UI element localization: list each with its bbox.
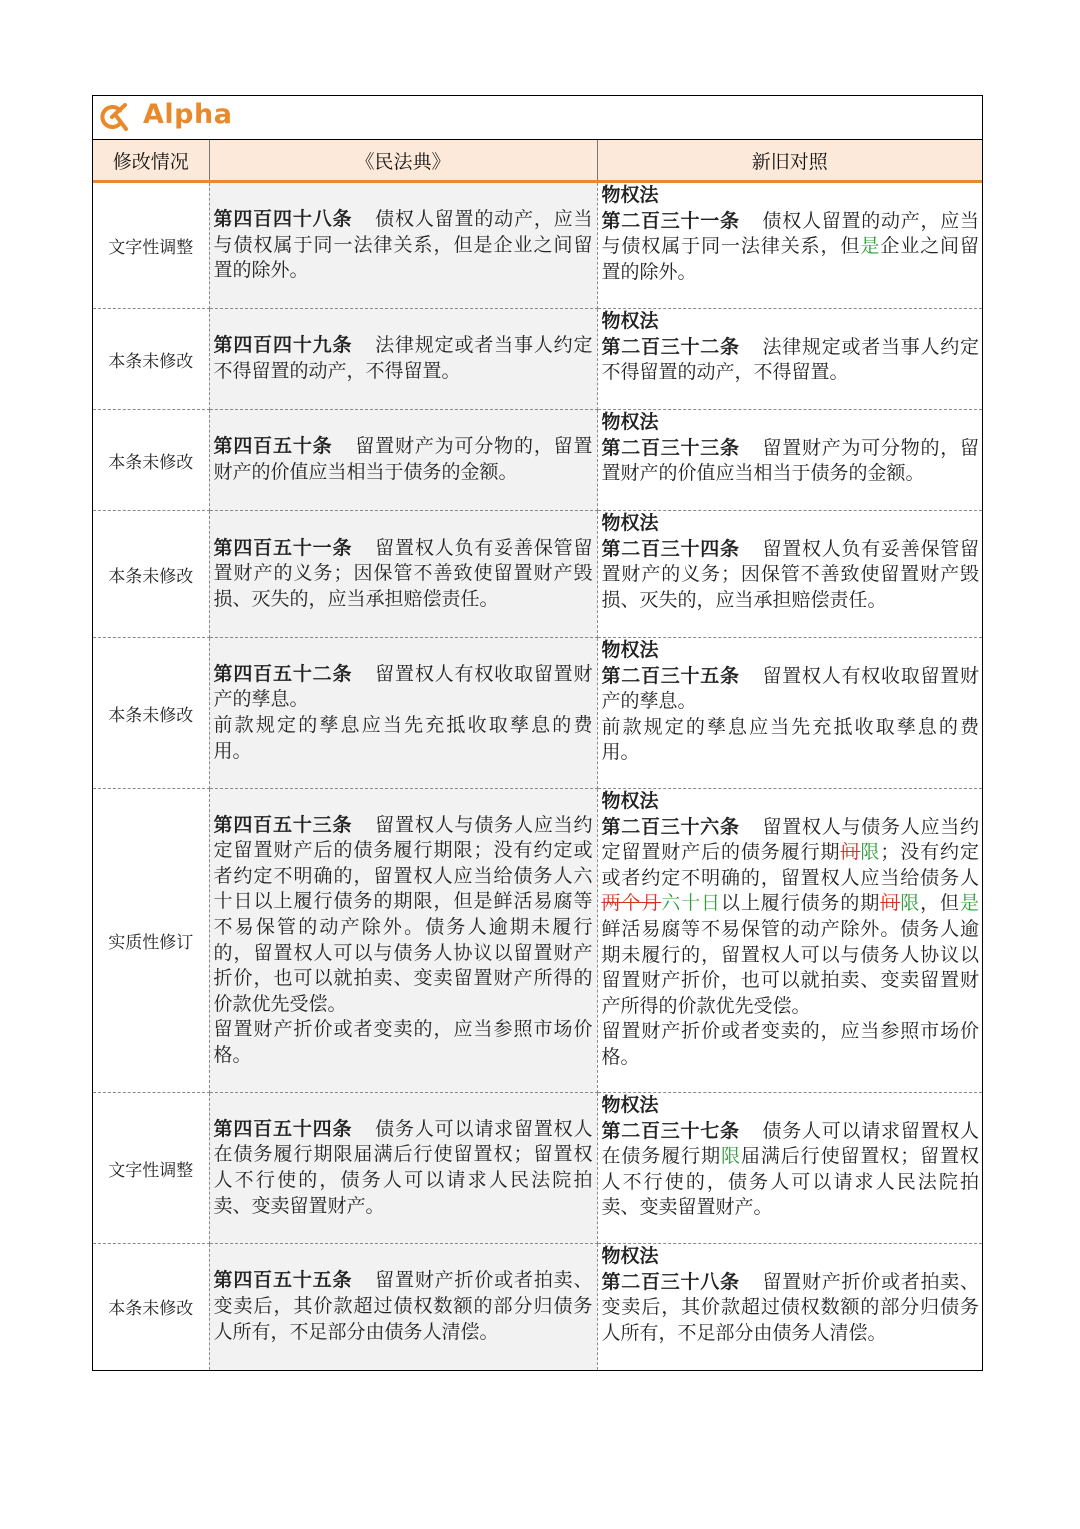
civil-paragraph: 第四百五十四条 债务人可以请求留置权人在债务履行期限届满后行使留置权；留置权人不行使的，债务人可以请求人民法院拍卖、变卖留置财产。 <box>213 1117 593 1217</box>
inserted-text: 限 <box>721 1145 741 1168</box>
old-paragraph: 前款规定的孳息应当先充抵收取孳息的费用。 <box>601 715 979 764</box>
table-row <box>93 511 982 638</box>
status-cell: 实质性修订 <box>93 789 209 1093</box>
alpha-logo-icon <box>99 102 129 132</box>
table-row <box>93 1244 982 1370</box>
table-row <box>93 182 982 309</box>
civil-paragraph: 第四百四十八条 债权人留置的动产，应当与债权属于同一法律关系，但是企业之间留置的除外。 <box>213 208 593 282</box>
old-law-cell <box>597 638 982 789</box>
article-number: 第四百五十五条 <box>213 1269 353 1292</box>
table-header-row <box>93 140 982 182</box>
status-cell: 本条未修改 <box>93 511 209 638</box>
article-number: 第四百五十四条 <box>213 1117 353 1140</box>
civil-paragraph: 第四百五十条 留置财产为可分物的，留置财产的价值应当相当于债务的金额。 <box>213 435 593 483</box>
inserted-text: 六十日 <box>661 892 721 915</box>
old-paragraph: 第二百三十二条 法律规定或者当事人约定不得留置的动产，不得留置。 <box>601 335 979 384</box>
old-paragraph: 第二百三十八条 留置财产折价或者拍卖、变卖后，其价款超过债权数额的部分归债务人所有，不足部分由债务人清偿。 <box>601 1270 979 1344</box>
old-law-cell <box>597 789 982 1093</box>
comparison-table <box>93 140 982 1370</box>
old-paragraph: 第二百三十五条 留置权人有权收取留置财产的孳息。 <box>601 664 979 713</box>
table-row <box>93 309 982 410</box>
article-number: 第二百三十六条 <box>601 815 740 838</box>
old-law-name: 物权法 <box>601 1245 659 1267</box>
status-cell: 本条未修改 <box>93 638 209 789</box>
old-law-cell <box>597 1093 982 1244</box>
old-law-name: 物权法 <box>601 411 659 433</box>
article-number: 第二百三十二条 <box>601 335 740 358</box>
civil-code-cell <box>209 511 597 638</box>
old-law-cell <box>597 1244 982 1370</box>
article-number: 第二百三十三条 <box>601 436 740 459</box>
inserted-text: 限 <box>860 841 881 864</box>
civil-code-cell <box>209 1093 597 1244</box>
table-row <box>93 1093 982 1244</box>
inserted-text: 是 <box>959 892 979 915</box>
header-status: 修改情况 <box>93 140 209 182</box>
article-number: 第四百五十三条 <box>213 813 353 836</box>
old-law-cell <box>597 410 982 511</box>
brand-name: Alpha <box>143 99 233 130</box>
old-paragraph: 第二百三十三条 留置财产为可分物的，留置财产的价值应当相当于债务的金额。 <box>601 436 979 485</box>
table-row <box>93 410 982 511</box>
old-law-name: 物权法 <box>601 790 659 812</box>
civil-code-cell <box>209 1244 597 1370</box>
old-law-cell <box>597 309 982 410</box>
deleted-text: 间 <box>880 892 901 915</box>
status-cell: 文字性调整 <box>93 1093 209 1244</box>
article-number: 第二百三十八条 <box>601 1270 740 1293</box>
old-paragraph: 留置财产折价或者变卖的，应当参照市场价格。 <box>601 1020 979 1068</box>
status-cell: 本条未修改 <box>93 309 209 410</box>
old-law-name: 物权法 <box>601 639 659 661</box>
deleted-text: 两个月 <box>601 892 662 915</box>
article-number: 第二百三十七条 <box>601 1119 740 1142</box>
old-law-name: 物权法 <box>601 184 659 206</box>
inserted-text: 限 <box>900 892 921 915</box>
article-number: 第二百三十四条 <box>601 537 740 560</box>
old-law-name: 物权法 <box>601 310 659 332</box>
article-number: 第四百五十条 <box>213 435 333 458</box>
deleted-text: 间 <box>840 841 861 864</box>
article-number: 第四百五十一条 <box>213 536 353 559</box>
article-number: 第二百三十五条 <box>601 664 740 687</box>
civil-code-cell <box>209 182 597 309</box>
status-cell: 本条未修改 <box>93 1244 209 1370</box>
comparison-sheet <box>92 95 983 1371</box>
civil-paragraph: 第四百四十九条 法律规定或者当事人约定不得留置的动产，不得留置。 <box>213 334 593 382</box>
table-row <box>93 789 982 1093</box>
brand-bar <box>93 96 982 140</box>
civil-code-cell <box>209 410 597 511</box>
civil-code-cell <box>209 638 597 789</box>
article-number: 第二百三十一条 <box>601 209 740 232</box>
civil-paragraph: 前款规定的孳息应当先充抵收取孳息的费用。 <box>213 714 593 762</box>
status-cell: 本条未修改 <box>93 410 209 511</box>
civil-paragraph: 第四百五十二条 留置权人有权收取留置财产的孳息。 <box>213 662 593 711</box>
old-law-cell <box>597 182 982 309</box>
article-number: 第四百五十二条 <box>213 662 353 685</box>
header-comparison: 新旧对照 <box>597 140 982 182</box>
old-paragraph: 第二百三十七条 债务人可以请求留置权人在债务履行期限届满后行使留置权；留置权人不行使的，债务人可以请求人民法院拍卖、变卖留置财产。 <box>601 1119 979 1219</box>
old-law-name: 物权法 <box>601 512 659 534</box>
table-row <box>93 638 982 789</box>
civil-paragraph: 第四百五十五条 留置财产折价或者拍卖、变卖后，其价款超过债权数额的部分归债务人所有，不足部分由债务人清偿。 <box>213 1269 593 1343</box>
old-paragraph: 第二百三十六条 留置权人与债务人应当约定留置财产后的债务履行期间限；没有约定或者约定不明确的，留置权人应当给债务人两个月六十日以上履行债务的期间限，但是鲜活易腐等不易保管的动产除外。债务人逾期未履行的，留置权人可以与债务人协议以留置财产折价，也可以就拍卖、变卖留置财产所得的价款优先受偿。 <box>601 815 979 1017</box>
inserted-text: 是 <box>860 235 881 258</box>
status-cell: 文字性调整 <box>93 182 209 309</box>
civil-code-cell <box>209 309 597 410</box>
old-law-name: 物权法 <box>601 1094 659 1116</box>
civil-paragraph: 第四百五十一条 留置权人负有妥善保管留置财产的义务；因保管不善致使留置财产毁损、灭失的，应当承担赔偿责任。 <box>213 536 593 610</box>
civil-paragraph: 留置财产折价或者变卖的，应当参照市场价格。 <box>213 1018 593 1066</box>
article-number: 第四百四十八条 <box>213 208 353 231</box>
article-number: 第四百四十九条 <box>213 334 353 357</box>
old-paragraph: 第二百三十四条 留置权人负有妥善保管留置财产的义务；因保管不善致使留置财产毁损、灭失的，应当承担赔偿责任。 <box>601 537 979 611</box>
civil-paragraph: 第四百五十三条 留置权人与债务人应当约定留置财产后的债务履行期限；没有约定或者约定不明确的，留置权人应当给债务人六十日以上履行债务的期限，但是鲜活易腐等不易保管的动产除外。债务人逾期未履行的，留置权人可以与债务人协议以留置财产折价，也可以就拍卖、变卖留置财产所得的价款优先受偿。 <box>213 813 593 1015</box>
civil-code-cell <box>209 789 597 1093</box>
header-civil-code: 《民法典》 <box>209 140 597 182</box>
old-paragraph: 第二百三十一条 债权人留置的动产，应当与债权属于同一法律关系，但是企业之间留置的除外。 <box>601 209 979 283</box>
old-law-cell <box>597 511 982 638</box>
